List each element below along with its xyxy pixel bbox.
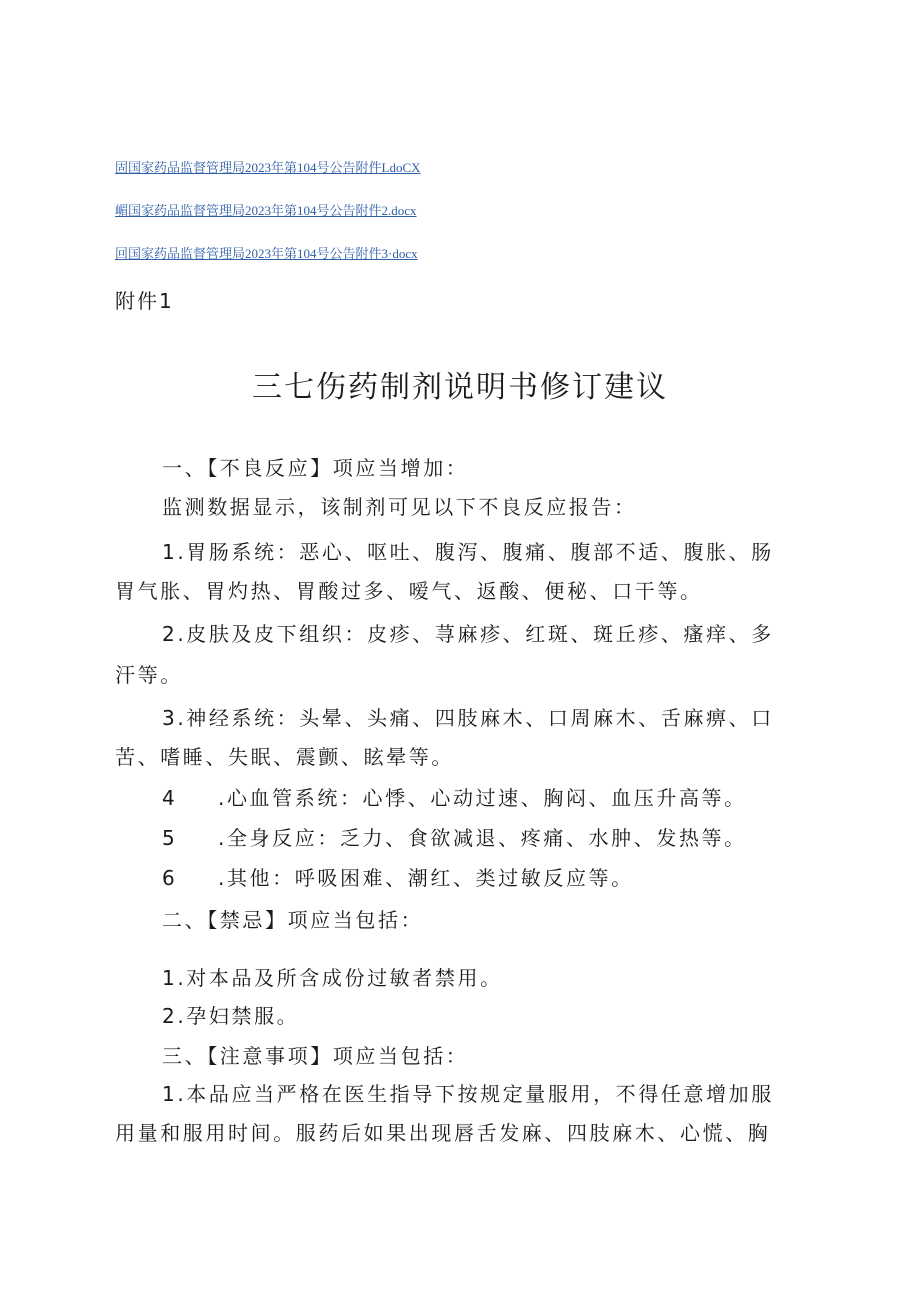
paragraph-monitoring-intro: 监测数据显示，该制剂可见以下不良反应报告： [162,495,637,519]
attachment-link-2[interactable]: 嵋国家药品监督管理局2023年第104号公告附件2.docx [115,203,417,218]
list-item-gastrointestinal-cont: 胃气胀、胃灼热、胃酸过多、嗳气、返酸、便秘、口干等。 [115,579,703,603]
list-item-text: .心血管系统：心悸、心动过速、胸闷、血压升高等。 [218,786,747,810]
list-item-skin: 2.皮肤及皮下组织：皮疹、荨麻疹、红斑、斑丘疹、瘙痒、多 [162,622,774,646]
section-heading-precautions: 三、【注意事项】项应当包括： [162,1044,469,1068]
attachment-link-1[interactable]: 固国家药品监督管理局2023年第104号公告附件LdoCX [115,160,421,175]
list-item-other [162,862,634,891]
list-item-number: 5 [162,826,178,850]
attachment-label: 附件1 [115,289,174,313]
list-item-number: 4 [162,786,178,810]
list-item-gastrointestinal: 1.胃肠系统：恶心、呕吐、腹泻、腹痛、腹部不适、腹胀、肠 [162,540,774,564]
list-item-dosage: 1.本品应当严格在医生指导下按规定量服用，不得任意增加服 [162,1082,774,1106]
attachment-link-3[interactable]: 回国家药品监督管理局2023年第104号公告附件3·docx [115,246,418,261]
list-item-cardiovascular [162,782,747,811]
list-item-systemic [162,822,747,851]
list-item-pregnancy: 2.孕妇禁服。 [162,1004,300,1028]
list-item-dosage-cont: 用量和服用时间。服药后如果出现唇舌发麻、四肢麻木、心慌、胸 [115,1121,771,1145]
list-item-nervous: 3.神经系统：头晕、头痛、四肢麻木、口周麻木、舌麻痹、口 [162,706,774,730]
list-item-nervous-cont: 苦、嗜睡、失眠、震颤、眩晕等。 [115,745,454,769]
list-item-skin-cont: 汗等。 [115,663,183,687]
list-item-text: .全身反应：乏力、食欲减退、疼痛、水肿、发热等。 [218,826,747,850]
list-item-number: 6 [162,866,178,890]
section-heading-contraindications: 二、【禁忌】项应当包括： [162,908,424,932]
list-item-allergy: 1.对本品及所含成份过敏者禁用。 [162,966,503,990]
list-item-text: .其他：呼吸困难、潮红、类过敏反应等。 [218,866,634,890]
document-title: 三七伤药制剂说明书修订建议 [252,370,668,405]
section-heading-adverse-reactions: 一、【不良反应】项应当增加： [162,456,469,480]
